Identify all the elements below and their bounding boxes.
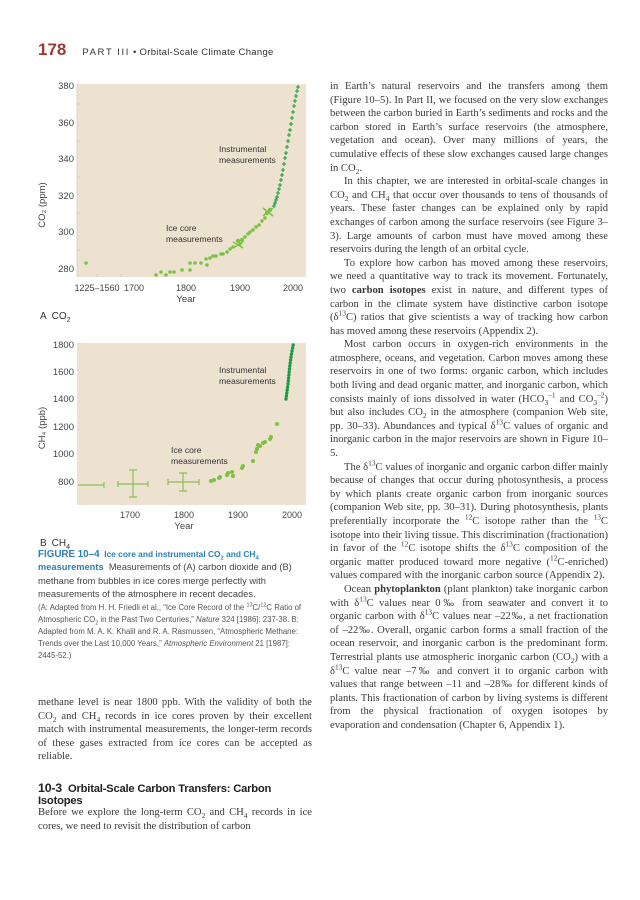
ytick-label: 1800	[52, 340, 74, 351]
subscript: 2	[422, 411, 427, 421]
figure-caption	[38, 548, 312, 662]
chart-b-annotation-instrumental: measurements	[219, 376, 276, 386]
subscript: 4	[385, 193, 390, 203]
text: exist in nature, and different types of carbon in the climate system have distinctive carbon isotope (δ	[330, 284, 608, 324]
chart-a-annotation-ice-core: Ice core	[166, 223, 197, 233]
subscript: 2	[201, 811, 206, 821]
ytick-label: 800	[58, 477, 74, 488]
text: methane level is near 1800 ppb. With the validity of both the CO	[38, 697, 312, 722]
text: C-enriched) values compared with the inorganic carbon source (Appendix 2).	[330, 556, 608, 582]
chart-b-yticks	[53, 340, 74, 488]
section-heading	[38, 781, 318, 807]
subscript: 2	[344, 193, 349, 203]
text: .	[359, 162, 362, 174]
figure-10-4-charts	[0, 0, 330, 560]
chart-a-annotation-instrumental: Instrumental	[219, 144, 267, 154]
superscript: 12	[464, 512, 473, 522]
ytick-label: 1200	[52, 422, 74, 433]
text: (plant plankton) take inorganic carbon with δ	[330, 583, 608, 609]
ytick-label: 280	[58, 264, 74, 275]
source-text: 21 [1987]: 2445-52.)	[38, 638, 290, 660]
paragraph	[330, 257, 608, 339]
chart-b-xticks	[120, 510, 302, 520]
left-column-paragraph-2	[38, 806, 312, 833]
text: C isotope rather than the	[472, 516, 594, 527]
superscript: 12	[260, 602, 267, 609]
ytick-label: 360	[58, 118, 74, 129]
text: C composition of the organic matter produced toward more negative (	[330, 543, 608, 568]
text: C values near –22‰, a net fractionation of –22‰. Overall, organic carbon forms a small fraction of the ocean reservoir, and inorganic carbon is the predominant form. Terrestrial plants use atmospheric inorganic carbon (CO	[330, 611, 608, 663]
text: C values near 0‰ from seawater and convert it to organic carbon with δ	[330, 597, 608, 623]
ytick-label: 320	[58, 191, 74, 202]
superscript: 12	[550, 553, 558, 563]
subscript: 2	[95, 620, 99, 627]
superscript: 12	[400, 539, 409, 549]
xtick-label: 1700	[119, 510, 141, 520]
xtick-label: 1225–1560	[74, 283, 120, 293]
journal-name: Atmospheric Environment	[163, 638, 254, 648]
text: in the atmosphere (companion Web site, pp. 30–33). Abundances and typical δ	[330, 407, 608, 432]
chart-b-ch4	[37, 340, 306, 532]
chart-b-annotation-ice-core: measurements	[171, 456, 228, 466]
text: Most carbon occurs in oxygen-rich environments in the atmosphere, oceans, and vegetation. Carbon moves among these reservoirs in one of two forms: organic carbon, which includes both living and dead organic matter, and inorganic carbon, which consists mainly of ions dissolved in water (HCO	[330, 339, 608, 405]
superscript: 13	[424, 607, 433, 617]
text: and CH	[205, 807, 244, 818]
superscript: 13	[368, 458, 376, 468]
text: C value near –7‰ and convert it to organic carbon with values that range between –11 and –28‰ for different kinds of plants. This fractionation of carbon by living systems is different from the physical fractionation of oxygen isotopes by evaporation and condensation (Chapter 6, Appendix 1).	[330, 665, 608, 731]
text: C) ratios that give scientists a way of tracking how carbon has moved among these reservoirs (Appendix 2).	[330, 312, 608, 337]
panel-label-a: A $CO_2$	[40, 311, 71, 324]
page-number: 178	[38, 40, 67, 59]
chart-a-co2	[37, 81, 306, 305]
caption-title-text: Ice core and instrumental CO	[104, 549, 221, 559]
caption-title-text: measurements	[38, 562, 104, 573]
key-term: phytoplankton	[374, 583, 441, 595]
text: records in ice cores, we need to revisit the distribution of carbon	[38, 807, 312, 832]
chapter-title: Orbital-Scale Climate Change	[139, 47, 274, 58]
section-number: 10-3	[38, 781, 62, 795]
superscript: 13	[495, 417, 504, 427]
superscript: –2	[597, 390, 605, 400]
source-text: 324 [1986]: 237-38. B: Adapted from M. A. K. Khalil and R. A. Rasmussen, “Atmospheric Methane: Trends over the Last 10,000 Years,”	[38, 614, 299, 648]
text: and CH	[348, 189, 386, 201]
superscript: 13	[246, 602, 253, 609]
xtick-label: 1700	[123, 283, 145, 293]
subscript: 3	[544, 397, 549, 407]
source-text: C/	[252, 602, 261, 612]
figure-number: FIGURE 10–4	[38, 549, 100, 560]
text: C isotope into their living tissue. This discrimination (fractionation) in favor of the	[330, 516, 608, 555]
ytick-label: 1000	[52, 449, 74, 460]
chart-b-annotation-instrumental: Instrumental	[219, 365, 267, 375]
text: that occur over thousands to tens of thousands of years. These faster changes can be explained only by rapid exchanges of carbon among the surface reservoirs (see Figure 3–3). Large amounts of carbon must have moved among these reservoirs during the length of an orbital cycle.	[330, 189, 609, 256]
xtick-label: 1900	[229, 283, 251, 293]
source-text: (A: Adapted from H. H. Friedli et al., “Ice Core Record of the	[38, 602, 247, 612]
xtick-label: 1900	[227, 510, 249, 520]
text: C values of organic and inorganic carbon in the major reservoirs are shown in Figure 10–5.	[330, 420, 608, 460]
text: To explore how carbon has moved among these reservoirs, we need a quantitative way to track its movement. Fortunately, two	[330, 257, 608, 296]
panel-label-b: B $CH_4$	[40, 538, 71, 551]
subscript: 2	[355, 166, 360, 176]
ytick-label: 300	[58, 227, 74, 238]
superscript: 13	[335, 662, 343, 671]
chart-a-annotation-ice-core: measurements	[166, 234, 223, 244]
subscript: 4	[243, 811, 248, 821]
text: Ocean	[344, 583, 375, 595]
chart-a-ylabel: CO₂ (ppm)	[37, 182, 48, 228]
text: In this chapter, we are interested in orbital-scale changes in CO	[330, 176, 608, 201]
right-column	[330, 80, 608, 733]
left-column-paragraph-1	[38, 696, 312, 764]
chart-b-xlabel: Year	[174, 521, 194, 532]
subscript: 2	[220, 555, 224, 562]
text: and CH	[56, 710, 97, 722]
chart-a-xlabel: Year	[176, 294, 196, 305]
source-text: C Ratio of Atmospheric CO	[38, 602, 302, 624]
source-text: in the Past Two Centuries,”	[98, 614, 197, 624]
ytick-label: 1600	[52, 367, 74, 378]
journal-name: Nature	[196, 614, 220, 624]
superscript: –1	[548, 390, 556, 400]
subscript: 3	[593, 397, 598, 407]
caption-lead-text: Measurements of (A) carbon dioxide and (B) methane from bubbles in ice cores merge perfectly with measurements of the atmosphere in recent decades.	[38, 562, 292, 600]
chart-a-xticks	[74, 283, 303, 293]
text: records in ice cores proven by their excellent match with instrumental measurements, the longer-term records of these gases extracted from ice cores can be accepted as reliable.	[38, 710, 312, 763]
ytick-label: 340	[58, 154, 74, 165]
paragraph	[330, 175, 608, 257]
chart-a-yticks	[58, 81, 74, 275]
superscript: 13	[359, 594, 367, 604]
caption-source	[38, 602, 312, 662]
text: The δ	[344, 461, 369, 473]
xtick-label: 1800	[175, 283, 197, 293]
text: C values of inorganic and organic carbon differ mainly because of changes that occur during photosynthesis, a process by which plants create organic carbon from inorganic sources (companion Web site, pp. 30–31). During photosynthesis, plants preferentially incorporate the	[330, 461, 608, 527]
xtick-label: 2000	[281, 510, 303, 520]
chart-b-ylabel: CH₄ (ppb)	[37, 406, 48, 450]
paragraph	[330, 80, 608, 175]
text: in Earth’s natural reservoirs and the transfers among them (Figure 10–5). In Part II, we focused on the very slow exchanges between the carbon buried in Earth’s sediments and rocks and the carbon stored in Earth’s surface reservoirs (the atmosphere, vegetation and ocean). Over many millions of years, the cumulative effects of these slow exchanges caused large changes in CO	[330, 81, 608, 174]
caption-title-text: and CH	[223, 549, 256, 559]
subscript: 4	[255, 555, 259, 562]
text: ) with a δ	[330, 651, 608, 677]
paragraph	[330, 583, 608, 733]
paragraph	[330, 338, 608, 460]
superscript: 13	[338, 308, 346, 318]
subscript: 2	[570, 656, 575, 666]
ytick-label: 1400	[52, 394, 74, 405]
text: and CO	[555, 393, 594, 405]
subscript: 4	[96, 714, 101, 724]
text: Before we explore the long-term CO	[38, 807, 202, 818]
ytick-label: 380	[58, 81, 74, 92]
part-label: PART III	[82, 47, 131, 58]
chart-b-annotation-ice-core: Ice core	[171, 445, 202, 455]
text: C isotope shifts the δ	[408, 543, 506, 555]
chart-b-plot-area	[77, 343, 306, 505]
separator: •	[130, 47, 140, 58]
chart-a-plot-area	[77, 84, 306, 277]
subscript: 2	[52, 714, 57, 724]
caption-lead	[38, 561, 312, 602]
chart-a-annotation-instrumental: measurements	[219, 155, 276, 165]
section-title: Orbital-Scale Carbon Transfers: Carbon Isotopes	[38, 783, 272, 807]
key-term: carbon isotopes	[351, 284, 426, 296]
caption-title	[38, 548, 312, 561]
text: ) but also includes CO	[330, 393, 608, 419]
xtick-label: 2000	[282, 283, 304, 293]
superscript: 13	[505, 539, 513, 549]
superscript: 13	[593, 512, 601, 522]
paragraph	[330, 458, 608, 583]
xtick-label: 1800	[173, 510, 195, 520]
